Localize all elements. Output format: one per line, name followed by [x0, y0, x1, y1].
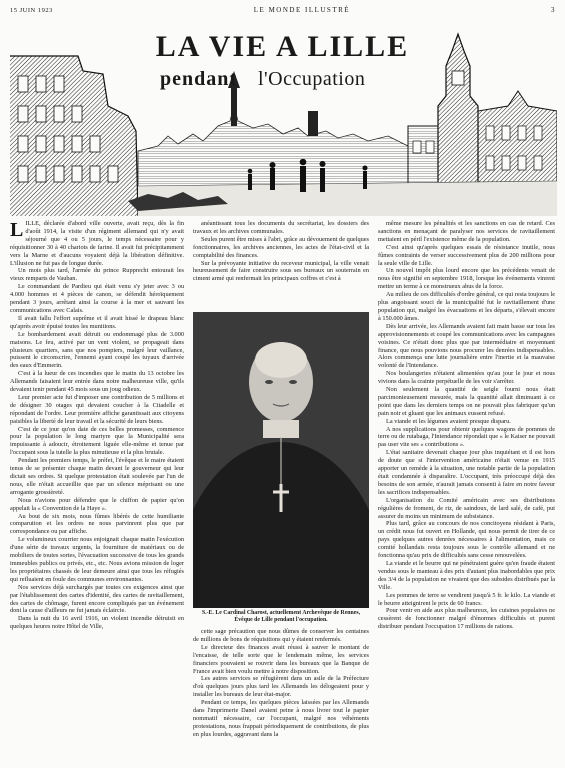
paragraph: Un mois plus tard, l'armée du prince Rupprecht entourait les vieux remparts de Vauban.: [10, 267, 184, 283]
article-headline: LA VIE A LILLE: [155, 30, 410, 63]
paragraph: Un nouvel impôt plus lourd encore que les précédents venait de nous être signifié en septembre 1918, lorsque les événements vinrent mettre un terme à ce monstrueux abus de la force.: [378, 267, 555, 291]
photo-caption: S.-E. Le Cardinal Charost, actuellement Archevêque de Rennes, Évêque de Lille pendant l'occupation.: [201, 610, 361, 623]
paragraph: Il avait fallu l'effort suprême et il avait hissé le drapeau blanc qu'après avoir épuisé toutes les munitions.: [10, 314, 184, 330]
paragraph: Au bout de six mois, nous fûmes libérés de cette humiliante comparution et les ordres ne nous parvinrent plus que par correspondance ou par affiche.: [10, 512, 184, 536]
paragraph: Le commandant de Pardieu qui était venu s'y jeter avec 3 ou 4.000 hommes et 4 pièces de canon, se défendit héroïquement pendant 3 jours, arrêtant ainsi la course à la mer et sauvant les communications avec Calais.: [10, 283, 184, 314]
paragraph: Nos services déjà surchargés par toutes ces exigences ainsi que par l'établissement des cartes d'identité, des cartes de ravitaillement, des cartes de chômage, furent encore compliqués par un événement dont la cause d'ailleurs ne fut jamais éclaircie.: [10, 583, 184, 615]
paragraph: Pour venir en aide aux plus malheureux, les cuisines populaires ne cessèrent de fonctionner malgré d'énormes difficultés et purent distribuer pendant l'occupation 17 millions de rations.: [378, 607, 555, 631]
paragraph: Au milieu de ces difficultés d'ordre général, ce qui resta toujours le plus angoissant souci de la municipalité fut le ravitaillement d'une population qui, malgré les évacuations et les départs, s'élevait encore à 150.000 âmes.: [378, 291, 555, 322]
paragraph: La viande et les légumes avaient presque disparu.: [386, 417, 511, 425]
portrait-photo: [193, 312, 369, 608]
paragraph: Le volumineux courrier nous enjoignait chaque matin l'exécution d'une série de travaux urgents, la fourniture de matériaux ou de mobiliers de toutes sortes, l'évacuation successive de tous les grands immeubles publics ou privés, etc., etc. Nous avions mission de loger les propriétaires chassés de leur demeure ainsi que tous les réfugiés qui refluaient en foule des communes environnantes.: [10, 536, 184, 583]
paragraph: Plus tard, grâce au concours de nos concitoyens résidant à Paris, un crédit nous fut ouvert en Hollande, qui nous permit de tirer de ce pays quelques autres denrées nécessaires à l'alimentation, mais ce comité hollandais resta toujours sous le contrôle allemand et ne fonctionna qu'au prix de difficultés sans cesse renouvelées.: [378, 520, 555, 560]
paragraph: Nos boulangeries n'étaient alimentées qu'au jour le jour et nous vivions dans la crainte perpétuelle de les voir s'arrêter.: [378, 370, 555, 386]
paragraph: C'est à la lueur de ces incendies que le matin du 13 octobre les Allemands faisaient leur entrée dans notre malheureuse ville, qu'ils devaient tenir pendant 45 mois sous un joug odieux.: [10, 370, 184, 394]
article-column-2-bottom: [193, 628, 369, 766]
paragraph: L'organisation du Comité américain avec ses distributions régulières de froment, de riz, de saindoux, de lard salé, de café, put assurer du moins un minimum de subsistance.: [378, 496, 555, 520]
drop-cap: L: [10, 220, 24, 241]
paragraph: anéantissant tous les documents du secrétariat, les dossiers des travaux et les archives communales.: [193, 220, 369, 235]
paragraph: Seules purent être mises à l'abri, grâce au dévouement de quelques fonctionnaires, les archives anciennes, les actes de l'état-civil et la comptabilité des finances.: [193, 235, 369, 259]
page-header: [10, 4, 555, 16]
paragraph: Sur la prévoyante initiative du receveur municipal, la ville venait heureusement de faire construire sous ses bureaux un souterrain en ciment armé qui renfermait les principaux coffres et c'est à: [193, 259, 369, 283]
paragraph: Non seulement la quantité de seigle fourni nous était parcimonieusement mesurée, mais la quantité allait diminuant à ce point que dans les derniers temps on ne pouvait plus fabriquer qu'un pain noir et gluant que les animaux eussent refusé.: [378, 386, 555, 417]
paragraph: Nous n'avions pour défendre que le chiffon de papier qu'on appelait la « Convention de la Haye ».: [10, 496, 184, 512]
article-column-1: [10, 220, 184, 766]
paragraph: Les autres services se réfugièrent dans un asile de la Préfecture d'où quelques jours plus tard les Allemands les délogeaient pour y installer les bureaux de leur état-major.: [193, 675, 369, 699]
article-subhead-occupation: l'Occupation: [258, 68, 366, 90]
paragraph: même mesure les pénalités et les sanctions en cas de retard. Ces sanctions en menaçant de paralyser nos services de ravitaillement mettaient en péril l'existence même de la population.: [378, 220, 555, 243]
article-subhead-pendant: pendant: [160, 68, 238, 90]
paragraph: ILLE, déclarée d'abord ville ouverte, avait reçu, dès la fin d'août 1914, la visite d'un régiment allemand qui n'y avait séjourné que 4 ou 5 jours, le temps nécessaire pour y réquisitionner 30 à 40 chariots de farine. Il avait fui précipitamment vers la Marne et d'aucuns voyaient déjà la libération définitive. L'illusion ne fut pas de longue durée.: [10, 220, 184, 267]
paragraph: A nos supplications pour obtenir quelques wagons de pommes de terre ou de rutabaga, l'Intendance répondait que « le Kaiser ne pouvait pas user vite ses « contributions ».: [378, 425, 555, 449]
paragraph: C'est ainsi qu'après quelques essais de résistance inutile, nous fûmes contraints de verser successivement plus de 200 millions pour la seule ville de Lille.: [378, 243, 555, 267]
magazine-title: LE MONDE ILLUSTRÉ: [253, 6, 351, 14]
paragraph: Dans la nuit du 16 avril 1916, un violent incendie détruisit en quelques heures notre Hôtel de Ville,: [10, 615, 184, 631]
paragraph: Les pommes de terre se vendirent jusqu'à 5 fr. le kilo. La viande et le beurre atteignirent le prix de 60 francs.: [378, 591, 555, 607]
paragraph: Dès leur arrivée, les Allemands avaient fait main basse sur tous les approvisionnements et coupé les communications avec les campagnes voisines. Ce n'était donc plus que par intermédiaire et moyennant finance, que nous pouvions nous procurer les denrées indispensables. Alors commença une lutte journalière entre l'inertie et la mauvaise volonté de l'Intendance.: [378, 322, 555, 370]
paragraph: La viande et le beurre qui ne pénétraient guère qu'en fraude étaient vendus sous le manteau à des prix d'autant plus inabordables que prix des 3/4 de la population ne vivaient que des subsides distribués par la Ville.: [378, 559, 555, 591]
article-column-2-top: [193, 220, 369, 308]
page-number: 3: [551, 6, 555, 14]
paragraph: Le directeur des finances avait réussi à sauver le montant de l'encaisse, de telle sorte que le lendemain même, les services financiers pouvaient se rouvrir dans les bureaux que la Banque de France avait bien voulu mettre à notre disposition.: [193, 643, 369, 675]
paragraph: Pendant ce temps, les quelques pièces laissées par les Allemands dans l'imprimerie Danel avaient peine à nous livrer tout le papier nommatif nécessaire, car l'occupant, malgré nos véhéments protestations, nous frappait périodiquement de contributions, de plus en plus lourdes, aggravant dans la: [193, 699, 369, 738]
issue-date: 15 JUIN 1923: [10, 6, 53, 14]
paragraph: Pendant les premiers temps, le préfet, l'évêque et le maire étaient tenus de se présenter chaque matin devant le gouverneur qui leur dictait ses ordres. Si quelque protestation était soulevée par l'un de nous, elle n'était accueillie que par un silence méprisant ou une arrogante grossièreté.: [10, 457, 184, 496]
paragraph: Leur premier acte fut d'imposer une contribution de 5 millions et de désigner 30 otages qui devaient coucher à la Citadelle et répondant de l'ordre. Leur première affiche garantissait aux citoyens paisibles la liberté de leur travail et la sécurité de leurs biens.: [10, 393, 184, 425]
paragraph: C'est de ce jour qu'on date de ces belles promesses, commence pour la population le long martyre que la Municipalité sera impuissante à adoucir, étroitement liguée elle-même et tenue par l'occupant sous la tutelle la plus minutieuse et la plus brutale.: [10, 425, 184, 457]
paragraph: Le bombardement avait détruit ou endommagé plus de 3.000 maisons. Le feu, activé par un vent violent, se propageait dans plusieurs quartiers, sans que nos pompiers, malgré leur vaillance, puissent le circonscrire, l'ennemi ayant coupé les tuyaux d'arrivée des eaux d'Emmerin.: [10, 330, 184, 370]
paragraph: L'état sanitaire devenait chaque jour plus inquiétant et il est hors de doute que si l'intervention américaine n'était venue en 1915 apporter un remède à la situation, une notable partie de la population était condamnée à disparaître. L'occupant, très préoccupé déjà des besoins de son armée, n'aurait jamais consenti à faire en notre faveur les sacrifices indispensables.: [378, 449, 555, 496]
paragraph: cette sage précaution que nous dûmes de conserver les centaines de millions de bons de réquisitions qui y étaient renfermés.: [193, 628, 369, 643]
cardinal-portrait: [193, 312, 369, 608]
article-column-3: [378, 220, 555, 766]
